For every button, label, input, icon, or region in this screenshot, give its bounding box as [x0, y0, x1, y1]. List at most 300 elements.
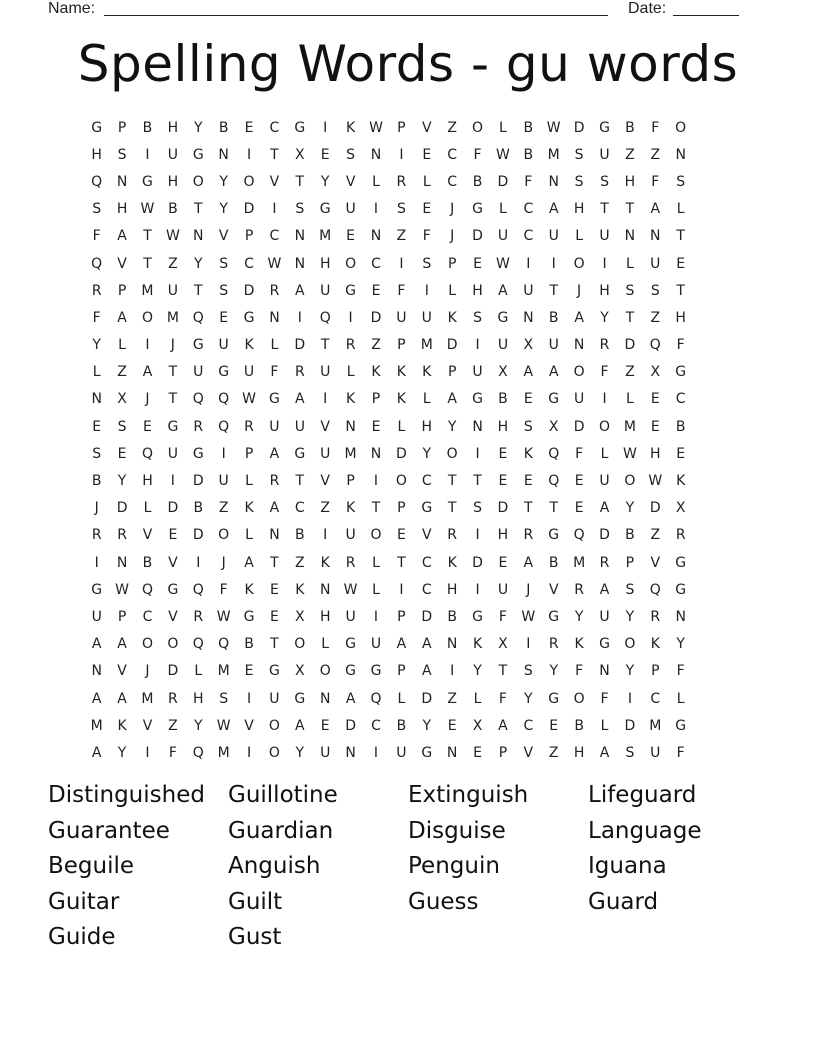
grid-letter[interactable]: W [496, 255, 510, 272]
grid-letter[interactable]: T [498, 663, 508, 680]
grid-letter[interactable]: O [472, 119, 484, 136]
grid-letter[interactable]: F [92, 309, 101, 326]
grid-letter[interactable]: K [472, 636, 483, 653]
grid-letter[interactable]: H [497, 418, 509, 435]
grid-letter[interactable]: V [320, 418, 330, 435]
grid-letter[interactable]: T [168, 364, 178, 381]
grid-letter[interactable]: I [399, 146, 404, 163]
grid-letter[interactable]: T [397, 554, 406, 571]
grid-letter[interactable]: K [295, 581, 305, 598]
grid-letter[interactable]: L [194, 663, 203, 680]
grid-letter[interactable]: A [599, 500, 610, 517]
grid-letter[interactable]: A [498, 717, 508, 734]
grid-letter[interactable]: E [650, 391, 660, 408]
grid-letter[interactable]: A [548, 364, 559, 381]
grid-letter[interactable]: R [91, 527, 102, 544]
grid-letter[interactable]: B [244, 636, 254, 653]
grid-letter[interactable]: C [447, 146, 458, 163]
grid-letter[interactable]: Y [295, 744, 305, 761]
grid-letter[interactable]: U [320, 445, 331, 462]
grid-letter[interactable]: F [676, 337, 685, 354]
grid-letter[interactable]: F [270, 364, 279, 381]
grid-letter[interactable]: A [447, 391, 457, 408]
grid-letter[interactable]: C [244, 255, 254, 272]
grid-letter[interactable]: L [143, 500, 152, 517]
grid-letter[interactable]: F [600, 690, 609, 707]
grid-letter[interactable]: V [523, 744, 534, 761]
grid-letter[interactable]: D [243, 201, 255, 218]
grid-letter[interactable]: T [270, 146, 279, 163]
grid-letter[interactable]: D [370, 309, 382, 326]
grid-letter[interactable]: M [141, 690, 154, 707]
grid-letter[interactable]: G [548, 391, 560, 408]
grid-letter[interactable]: S [117, 418, 127, 435]
grid-letter[interactable]: S [523, 663, 533, 680]
grid-letter[interactable]: N [675, 146, 686, 163]
grid-letter[interactable]: W [343, 581, 358, 598]
grid-letter[interactable]: X [548, 418, 559, 435]
grid-letter[interactable]: F [651, 119, 660, 136]
grid-letter[interactable]: B [447, 608, 457, 625]
grid-letter[interactable]: K [371, 364, 381, 381]
grid-letter[interactable]: X [675, 500, 686, 517]
grid-letter[interactable]: R [548, 636, 559, 653]
grid-letter[interactable]: A [523, 364, 534, 381]
grid-letter[interactable]: N [91, 663, 102, 680]
grid-letter[interactable]: N [319, 581, 331, 598]
grid-letter[interactable]: L [600, 445, 609, 462]
grid-letter[interactable]: A [523, 554, 534, 571]
grid-letter[interactable]: O [624, 473, 636, 490]
grid-letter[interactable]: B [142, 554, 153, 571]
grid-letter[interactable]: I [170, 473, 175, 490]
grid-letter[interactable]: P [625, 554, 635, 571]
grid-letter[interactable]: N [599, 663, 610, 680]
grid-letter[interactable]: V [650, 554, 661, 571]
grid-letter[interactable]: T [676, 282, 685, 299]
grid-letter[interactable]: T [600, 201, 609, 218]
grid-letter[interactable]: S [92, 445, 102, 462]
grid-letter[interactable]: Q [573, 527, 585, 544]
grid-letter[interactable]: K [346, 391, 356, 408]
grid-letter[interactable]: G [675, 364, 687, 381]
grid-letter[interactable]: Z [168, 255, 178, 272]
grid-letter[interactable]: E [473, 744, 482, 761]
grid-letter[interactable]: Z [320, 500, 330, 517]
grid-letter[interactable]: L [321, 636, 330, 653]
grid-letter[interactable]: H [167, 173, 179, 190]
grid-letter[interactable]: B [396, 717, 407, 734]
grid-letter[interactable]: F [676, 663, 685, 680]
grid-letter[interactable]: S [650, 282, 660, 299]
grid-letter[interactable]: T [295, 473, 305, 490]
grid-letter[interactable]: B [498, 391, 508, 408]
grid-letter[interactable]: K [523, 445, 533, 462]
grid-letter[interactable]: T [625, 309, 635, 326]
grid-letter[interactable]: A [548, 201, 559, 218]
grid-letter[interactable]: M [166, 309, 179, 326]
grid-letter[interactable]: G [548, 527, 560, 544]
grid-letter[interactable]: O [598, 418, 611, 435]
grid-letter[interactable]: L [397, 690, 406, 707]
grid-letter[interactable]: U [370, 636, 382, 653]
grid-letter[interactable]: N [548, 173, 559, 190]
grid-letter[interactable]: D [446, 337, 458, 354]
grid-letter[interactable]: U [269, 418, 280, 435]
grid-letter[interactable]: N [116, 554, 128, 571]
grid-letter[interactable]: G [599, 636, 610, 653]
grid-letter[interactable]: C [371, 255, 381, 272]
grid-letter[interactable]: E [244, 663, 254, 680]
grid-letter[interactable]: I [246, 146, 252, 163]
grid-letter[interactable]: R [168, 690, 178, 707]
grid-letter[interactable]: Y [676, 636, 685, 653]
grid-letter[interactable]: U [218, 337, 229, 354]
grid-letter[interactable]: E [422, 201, 432, 218]
grid-letter[interactable]: G [472, 608, 483, 625]
grid-letter[interactable]: D [624, 717, 636, 734]
grid-letter[interactable]: W [622, 445, 637, 462]
grid-letter[interactable]: Q [192, 309, 204, 326]
grid-letter[interactable]: M [319, 228, 332, 245]
grid-letter[interactable]: A [599, 581, 610, 598]
grid-letter[interactable]: X [117, 391, 127, 408]
grid-letter[interactable]: I [348, 309, 353, 326]
grid-letter[interactable]: S [346, 146, 356, 163]
grid-letter[interactable]: D [167, 663, 179, 680]
grid-letter[interactable]: M [90, 717, 103, 734]
grid-letter[interactable]: M [217, 663, 230, 680]
grid-letter[interactable]: X [523, 337, 534, 354]
grid-letter[interactable]: L [346, 364, 355, 381]
grid-letter[interactable]: T [676, 228, 685, 245]
grid-letter[interactable]: U [599, 473, 610, 490]
grid-letter[interactable]: O [167, 636, 179, 653]
grid-letter[interactable]: T [143, 255, 152, 272]
grid-letter[interactable]: L [499, 119, 507, 136]
grid-letter[interactable]: G [548, 608, 560, 625]
grid-letter[interactable]: V [117, 663, 127, 680]
grid-letter[interactable]: H [472, 282, 483, 299]
grid-letter[interactable]: Q [218, 418, 230, 435]
grid-letter[interactable]: C [447, 173, 458, 190]
grid-letter[interactable]: N [116, 173, 128, 190]
grid-letter[interactable]: D [573, 119, 585, 136]
grid-letter[interactable]: C [269, 228, 280, 245]
grid-letter[interactable]: E [270, 581, 279, 598]
grid-letter[interactable]: P [447, 364, 457, 381]
grid-letter[interactable]: A [269, 445, 280, 462]
grid-letter[interactable]: Q [218, 391, 230, 408]
grid-letter[interactable]: M [623, 418, 636, 435]
grid-letter[interactable]: W [165, 228, 180, 245]
grid-letter[interactable]: S [295, 201, 305, 218]
grid-letter[interactable]: D [243, 282, 255, 299]
grid-letter[interactable]: M [573, 554, 586, 571]
grid-letter[interactable]: U [548, 228, 559, 245]
grid-letter[interactable]: D [472, 228, 483, 245]
grid-letter[interactable]: U [269, 690, 280, 707]
grid-letter[interactable]: D [497, 500, 509, 517]
grid-letter[interactable]: X [295, 663, 305, 680]
grid-letter[interactable]: H [599, 282, 610, 299]
grid-letter[interactable]: R [269, 473, 280, 490]
grid-letter[interactable]: G [472, 391, 483, 408]
grid-letter[interactable]: I [373, 608, 379, 625]
grid-letter[interactable]: D [624, 337, 636, 354]
grid-letter[interactable]: S [92, 201, 102, 218]
grid-letter[interactable]: B [625, 527, 635, 544]
grid-letter[interactable]: T [168, 391, 178, 408]
grid-letter[interactable]: P [117, 119, 127, 136]
grid-letter[interactable]: U [320, 282, 331, 299]
grid-letter[interactable]: N [294, 228, 306, 245]
grid-letter[interactable]: F [498, 608, 507, 625]
grid-letter[interactable]: G [218, 364, 230, 381]
grid-letter[interactable]: Z [295, 554, 305, 571]
grid-letter[interactable]: K [422, 364, 432, 381]
grid-letter[interactable]: R [447, 527, 458, 544]
grid-letter[interactable]: K [346, 500, 356, 517]
grid-letter[interactable]: T [270, 554, 279, 571]
grid-letter[interactable]: Z [371, 337, 381, 354]
grid-letter[interactable]: Y [447, 418, 457, 435]
grid-letter[interactable]: N [319, 690, 331, 707]
grid-letter[interactable]: L [448, 282, 457, 299]
grid-letter[interactable]: Y [625, 500, 635, 517]
grid-letter[interactable]: B [168, 201, 178, 218]
grid-letter[interactable]: T [295, 173, 305, 190]
grid-letter[interactable]: N [345, 744, 356, 761]
grid-letter[interactable]: E [320, 717, 330, 734]
grid-letter[interactable]: G [675, 717, 687, 734]
grid-letter[interactable]: J [145, 663, 150, 680]
grid-letter[interactable]: T [473, 473, 482, 490]
grid-letter[interactable]: I [221, 445, 226, 462]
grid-letter[interactable]: W [216, 717, 231, 734]
grid-letter[interactable]: L [422, 391, 431, 408]
grid-letter[interactable]: G [269, 663, 280, 680]
grid-letter[interactable]: S [219, 255, 229, 272]
grid-letter[interactable]: Z [650, 146, 661, 163]
grid-letter[interactable]: C [675, 391, 686, 408]
grid-letter[interactable]: U [497, 581, 509, 598]
grid-letter[interactable]: K [320, 554, 330, 571]
grid-letter[interactable]: T [447, 500, 457, 517]
grid-letter[interactable]: B [193, 500, 204, 517]
grid-letter[interactable]: A [295, 717, 305, 734]
grid-letter[interactable]: P [447, 255, 457, 272]
grid-letter[interactable]: M [344, 445, 357, 462]
grid-letter[interactable]: U [396, 744, 407, 761]
grid-letter[interactable]: H [91, 146, 102, 163]
grid-letter[interactable]: K [244, 500, 254, 517]
grid-letter[interactable]: S [625, 744, 635, 761]
grid-letter[interactable]: H [624, 173, 636, 190]
grid-letter[interactable]: S [574, 146, 584, 163]
grid-letter[interactable]: G [243, 608, 255, 625]
grid-letter[interactable]: G [421, 500, 433, 517]
grid-letter[interactable]: D [294, 337, 306, 354]
grid-letter[interactable]: Q [192, 636, 204, 653]
grid-letter[interactable]: U [294, 418, 305, 435]
grid-letter[interactable]: K [447, 309, 457, 326]
grid-letter[interactable]: B [218, 119, 229, 136]
grid-letter[interactable]: I [373, 201, 379, 218]
grid-letter[interactable]: L [92, 364, 101, 381]
grid-letter[interactable]: L [270, 337, 279, 354]
grid-letter[interactable]: K [447, 554, 457, 571]
grid-letter[interactable]: Y [473, 663, 482, 680]
grid-letter[interactable]: Z [625, 364, 635, 381]
grid-letter[interactable]: J [526, 581, 531, 598]
grid-letter[interactable]: X [650, 364, 661, 381]
grid-letter[interactable]: U [193, 364, 204, 381]
grid-letter[interactable]: S [625, 581, 635, 598]
grid-letter[interactable]: B [548, 309, 559, 326]
grid-letter[interactable]: E [676, 445, 686, 462]
grid-letter[interactable]: N [523, 309, 534, 326]
grid-letter[interactable]: I [373, 744, 379, 761]
grid-letter[interactable]: O [268, 717, 280, 734]
grid-letter[interactable]: F [575, 445, 584, 462]
grid-letter[interactable]: K [117, 717, 127, 734]
grid-letter[interactable]: G [345, 663, 357, 680]
grid-letter[interactable]: E [396, 527, 406, 544]
grid-letter[interactable]: S [117, 146, 127, 163]
grid-letter[interactable]: U [421, 309, 432, 326]
grid-letter[interactable]: G [345, 282, 357, 299]
grid-letter[interactable]: O [446, 445, 458, 462]
grid-letter[interactable]: S [473, 500, 482, 517]
grid-letter[interactable]: L [676, 201, 685, 218]
grid-letter[interactable]: A [421, 663, 432, 680]
grid-letter[interactable]: U [167, 146, 178, 163]
grid-letter[interactable]: F [422, 228, 431, 245]
grid-letter[interactable]: R [193, 418, 204, 435]
grid-letter[interactable]: P [397, 119, 406, 136]
grid-letter[interactable]: N [472, 418, 483, 435]
grid-letter[interactable]: J [94, 500, 99, 517]
grid-letter[interactable]: I [246, 690, 252, 707]
grid-letter[interactable]: Q [548, 445, 560, 462]
grid-letter[interactable]: N [193, 228, 204, 245]
grid-letter[interactable]: K [574, 636, 584, 653]
grid-letter[interactable]: D [192, 527, 204, 544]
grid-letter[interactable]: C [421, 554, 432, 571]
grid-letter[interactable]: I [373, 473, 379, 490]
grid-letter[interactable]: I [526, 255, 531, 272]
grid-letter[interactable]: H [421, 418, 433, 435]
grid-letter[interactable]: G [548, 690, 560, 707]
grid-letter[interactable]: R [294, 364, 305, 381]
grid-letter[interactable]: I [323, 527, 328, 544]
grid-letter[interactable]: Y [92, 337, 101, 354]
grid-letter[interactable]: G [472, 201, 483, 218]
grid-letter[interactable]: X [498, 636, 508, 653]
grid-letter[interactable]: R [91, 282, 102, 299]
grid-letter[interactable]: V [168, 608, 178, 625]
grid-letter[interactable]: T [549, 500, 558, 517]
grid-letter[interactable]: O [268, 744, 280, 761]
grid-letter[interactable]: Y [524, 690, 533, 707]
grid-letter[interactable]: Y [193, 717, 203, 734]
grid-letter[interactable]: U [497, 337, 509, 354]
grid-letter[interactable]: E [117, 445, 127, 462]
grid-letter[interactable]: E [422, 146, 432, 163]
grid-letter[interactable]: A [91, 636, 102, 653]
grid-letter[interactable]: S [422, 255, 432, 272]
grid-letter[interactable]: I [246, 744, 252, 761]
grid-letter[interactable]: Z [548, 744, 559, 761]
grid-letter[interactable]: S [625, 282, 635, 299]
grid-letter[interactable]: I [475, 445, 480, 462]
grid-letter[interactable]: U [599, 146, 610, 163]
grid-letter[interactable]: A [295, 282, 305, 299]
grid-letter[interactable]: D [421, 690, 433, 707]
grid-letter[interactable]: U [167, 282, 178, 299]
grid-letter[interactable]: Y [219, 201, 228, 218]
grid-letter[interactable]: V [320, 473, 330, 490]
grid-letter[interactable]: E [143, 418, 152, 435]
grid-letter[interactable]: K [396, 391, 406, 408]
grid-letter[interactable]: T [270, 636, 279, 653]
grid-letter[interactable]: P [397, 608, 406, 625]
grid-letter[interactable]: E [574, 473, 584, 490]
grid-letter[interactable]: A [91, 744, 102, 761]
grid-letter[interactable]: T [447, 473, 457, 490]
grid-letter[interactable]: P [397, 500, 406, 517]
grid-letter[interactable]: F [397, 282, 406, 299]
grid-letter[interactable]: X [295, 146, 305, 163]
grid-letter[interactable]: L [575, 228, 584, 245]
grid-letter[interactable]: N [446, 744, 458, 761]
grid-letter[interactable]: G [167, 581, 179, 598]
grid-letter[interactable]: Q [319, 309, 331, 326]
grid-letter[interactable]: L [372, 581, 380, 598]
grid-letter[interactable]: G [370, 663, 382, 680]
grid-letter[interactable]: D [116, 500, 128, 517]
grid-letter[interactable]: T [625, 201, 635, 218]
grid-letter[interactable]: K [676, 473, 686, 490]
grid-letter[interactable]: E [371, 418, 381, 435]
grid-letter[interactable]: D [192, 473, 204, 490]
grid-letter[interactable]: E [498, 554, 508, 571]
grid-letter[interactable]: P [371, 391, 381, 408]
grid-letter[interactable]: D [167, 500, 179, 517]
grid-letter[interactable]: L [372, 173, 380, 190]
grid-letter[interactable]: I [627, 690, 632, 707]
grid-letter[interactable]: W [267, 255, 282, 272]
grid-letter[interactable]: G [421, 744, 433, 761]
grid-letter[interactable]: Q [192, 391, 204, 408]
grid-letter[interactable]: I [399, 255, 404, 272]
grid-letter[interactable]: I [94, 554, 99, 571]
grid-letter[interactable]: P [117, 282, 127, 299]
grid-letter[interactable]: I [602, 255, 607, 272]
grid-letter[interactable]: G [91, 119, 103, 136]
grid-letter[interactable]: A [117, 309, 127, 326]
grid-letter[interactable]: Z [447, 119, 457, 136]
grid-letter[interactable]: K [396, 364, 406, 381]
grid-letter[interactable]: G [294, 690, 306, 707]
grid-letter[interactable]: Y [422, 445, 432, 462]
grid-letter[interactable]: I [475, 581, 480, 598]
grid-letter[interactable]: D [421, 608, 433, 625]
grid-letter[interactable]: F [473, 146, 482, 163]
grid-letter[interactable]: Y [625, 608, 635, 625]
grid-letter[interactable]: R [599, 554, 610, 571]
